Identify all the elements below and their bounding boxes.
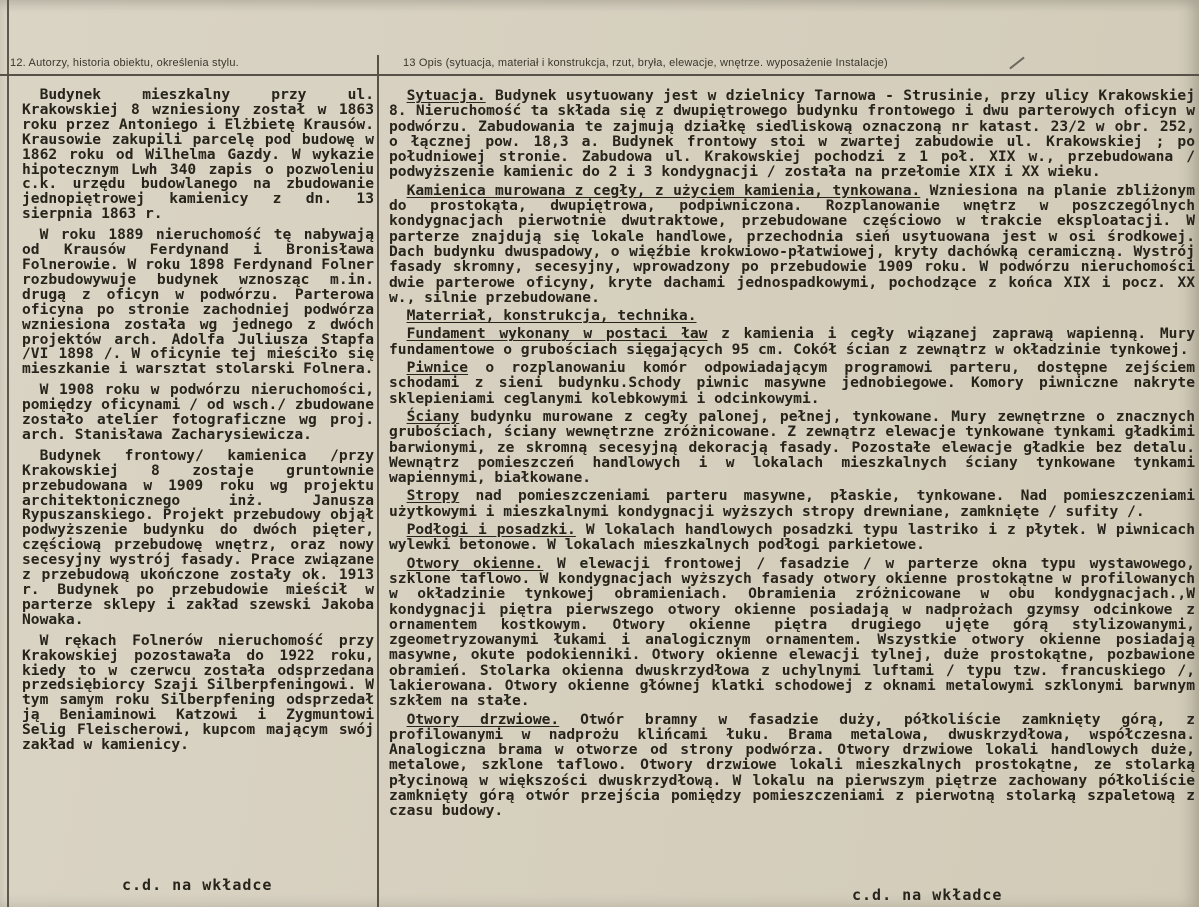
paragraph bbox=[389, 308, 1195, 323]
paragraph: Fundament wykonany w postaci ław z kamienia i cegły wiązanej zaprawą wapienną. Mury fundamentowe o grubościach sięgających 95 cm. Cokół ścian z zewnątrz w okładzinie tynkowej. bbox=[389, 325, 1195, 358]
left-margin-rule bbox=[7, 0, 9, 907]
paragraph-lead: Podłogi i posadzki. bbox=[406, 521, 576, 539]
left-continuation-note: c.d. na wkładce bbox=[122, 876, 273, 894]
paragraph: W 1908 roku w podwórzu nieruchomości, pomiędzy oficynami / od wsch./ zbudowane zostało atelier fotograficzne wg proj. arch. Stanisława Zacharysiewicza. bbox=[22, 381, 374, 443]
right-continuation-note: c.d. na wkładce bbox=[852, 886, 1003, 904]
paragraph-lead: Fundament wykonany w postaci ław bbox=[406, 325, 708, 343]
paragraph: Kamienica murowana z cegły, z użyciem kamienia, tynkowana. Wzniesiona na planie zbliżonym do prostokąta, dwupiętrowa, podpiwniczona. Rozplanowanie wnętrz w poszczególnych kondygnacjach pierwotnie dwutraktowe, przebudowane częściowo w trakcie eksploatacji. W parterze znajdują się lokale handlowe, przechodnia sień usytuowana jest w osi środkowej. Dach budynku dwuspadowy, o więźbie krokwiowo-płatwiowej, kryty dachówką ceramiczną. Wystrój fasady skromny, secesyjny, wprowadzony po przebudowie 1909 roku. W podwórzu nieruchomości dwie parterowe oficyny, kryte dachami jednospadkowymi, pochodzące z końca XIX i pocz. XX w., silnie przebudowane. bbox=[389, 181, 1195, 306]
paragraph: Ściany budynku murowane z cegły palonej, pełnej, tynkowane. Mury zewnętrzne o znacznych grubościach, ściany wewnętrzne zróżnicowane. Z zewnątrz elewacje tynkowane tynkami gładkimi barwionymi, ze skromną secesyjną dekoracją fasady. Pozostałe elewacje gładkie bez detalu. Wewnątrz pomieszczeń handlowych i w lokalach mieszkalnych ściany tynkowane tynkami wapiennymi, białkowane. bbox=[389, 407, 1195, 487]
paragraph-lead: Otwory drzwiowe. bbox=[406, 710, 560, 728]
description-column bbox=[389, 88, 1195, 822]
section-13-header: 13 Opis (sytuacja, materiał i konstrukcja, rzut, bryła, elewacje, wnętrze. wyposażenie Instalacje) bbox=[403, 57, 888, 69]
pen-check-mark bbox=[1009, 57, 1024, 70]
paragraph: Otwory okienne. W elewacji frontowej / fasadzie / w parterze okna typu wystawowego, szklone taflowo. W kondygnacjach wyższych fasady otwory okienne prostokątne w profilowanych w okładzinie tynkowej obramieniach. Obramienia zróżnicowane w obu kondygnacjach.,W kondygnacji piętra pierwszego otwory okienne posiadają w nadprożach gzymsy odcinkowe z ornamentem kostkowym. Otwory okienne piętra drugiego ujęte górą stylizowanymi, zgeometryzowanymi łukami i analogicznym ornamentem. Wszystkie otwory okienne posiadają masywne, okute podokienniki. Otwory okienne elewacji tylnej, duże prostokątne, pozbawione obramień. Stolarka okienna dwuskrzydłowa z uchylnymi luftami / typu tzw. francuskiego /, lakierowana. Otwory okienne głównej klatki schodowej z oknami metalowymi szklonymi barwnym szkłem na stałe. bbox=[389, 554, 1195, 710]
paragraph-lead: Materriał, konstrukcja, technika. bbox=[406, 307, 697, 325]
section-12-header: 12. Autorzy, historia obiektu, określenia stylu. bbox=[10, 57, 239, 69]
paragraph: Budynek frontowy/ kamienica /przy Krakowskiej 8 zostaje gruntownie przebudowana w 1909 roku wg projektu architektonicznego inż. Janusza Rypuszanskiego. Projekt przebudowy objął podwyższenie budynku do dwóch pięter, częściową przebudowę wnętrz, oraz nowy secesyjny wystrój fasady. Prace związane z przebudową ukończone zostały ok. 1913 r. Budynek po przebudowie mieścił w parterze sklepy i zakład szewski Jakoba Nowaka. bbox=[22, 446, 374, 628]
paragraph-lead: Stropy bbox=[406, 487, 460, 505]
paragraph: Podłogi i posadzki. W lokalach handlowych posadzki typu lastriko i z płytek. W piwnicach wylewki betonowe. W lokalach mieszkalnych podłogi parkietowe. bbox=[389, 521, 1196, 554]
paragraph-lead: Piwnice bbox=[406, 359, 469, 377]
column-divider-rule bbox=[377, 55, 379, 907]
paragraph: Budynek mieszkalny przy ul. Krakowskiej 8 wzniesiony został w 1863 roku przez Antoniego i Elżbietę Krausów. Krausowie zakupili parcelę pod budowę w 1862 roku od Wilhelma Gazdy. W wykazie hipotecznym Lwh 340 zapis o pozwoleniu c.k. urzędu budowlanego na zbudowanie jednopiętrowej kamienicy z dn. 13 sierpnia 1863 r. bbox=[22, 86, 374, 223]
paragraph: Stropy nad pomieszczeniami parteru masywne, płaskie, tynkowane. Nad pomieszczeniami użytkowymi i mieszkalnymi kondygnacji wyższych stropy drewniane, zamknięte / sufity /. bbox=[389, 487, 1195, 520]
paragraph-lead: Kamienica murowana z cegły, z użyciem kamienia, tynkowana. bbox=[406, 181, 921, 199]
paragraph: Piwnice o rozplanowaniu komór odpowiadającym programowi parteru, dostępne zejściem schodami z sieni budynku.Schody piwnic masywne jednobiegowe. Komory piwniczne nakryte sklepieniami ceglanymi kolebkowymi i odcinkowymi. bbox=[389, 359, 1195, 407]
paragraph: Otwory drzwiowe. Otwór bramny w fasadzie duży, półkoliście zamknięty górą, z profilowanymi w nadprożu klińcami łuku. Brama metalowa, dwuskrzydłowa, współczesna. Analogiczna brama w otworze od strony podwórza. Otwory drzwiowe lokali handlowych duże, metalowe, szklone taflowo. Otwory drzwiowe lokali mieszkalnych prostokątne, ze stolarką płycinową w większości dwuskrzydłową. W lokalu na pierwszym piętrze zachowany półkoliście zamknięty górą otwór przejścia pomiędzy pomieszczeniami z pierwotną stolarką szpaletową z czasu budowy. bbox=[389, 710, 1195, 820]
paragraph: Sytuacja. Budynek usytuowany jest w dzielnicy Tarnowa - Strusinie, przy ulicy Krakowskiej 8. Nieruchomość ta składa się z dwupiętrowego budynku frontowego i dwu parterowych oficyn w podwórzu. Zabudowania te zajmują działkę siedliskową oznaczoną nr katast. 23/2 w obr. 252, o łącznej pow. 18,3 a. Budynek frontowy stoi w zwartej zabudowie ul. Krakowskiej ; po południowej stronie. Zabudowa ul. Krakowskiej pochodzi z 1 poł. XIX w., przebudowana / podwyższenie kamienic do 2 i 3 kondygnacji / została na przełomie XIX i XX wieku. bbox=[389, 87, 1195, 181]
paragraph-lead: Sytuacja. bbox=[406, 87, 486, 104]
header-divider-rule bbox=[0, 74, 1199, 76]
paragraph-lead: Ściany bbox=[406, 407, 460, 425]
paragraph: W roku 1889 nieruchomość tę nabywają od Krausów Ferdynand i Bronisława Folnerowie. W roku 1898 Ferdynand Folner rozbudowywuje budynek wznosząc m.in. drugą z oficyn w podwórzu. Parterowa oficyna po stronie zachodniej podwórza wzniesiona została wg jednego z dwóch projektów arch. Adolfa Juliusza Stapfa /VI 1898 /. W oficynie tej mieściło się mieszkanie i warsztat stolarski Folnera. bbox=[22, 226, 374, 378]
paragraph-lead: Otwory okienne. bbox=[406, 554, 544, 572]
paragraph: W rękach Folnerów nieruchomość przy Krakowskiej pozostawała do 1922 roku, kiedy to w czerwcu została odsprzedana przedsiębiorcy Szaji Silberpfeningowi. W tym samym roku Silberpfening odsprzedał ją Beniaminowi Katzowi i Zygmuntowi Selig Fleischerowi, kupcom mającym swój zakład w kamienicy. bbox=[22, 631, 374, 754]
history-column bbox=[22, 88, 374, 759]
